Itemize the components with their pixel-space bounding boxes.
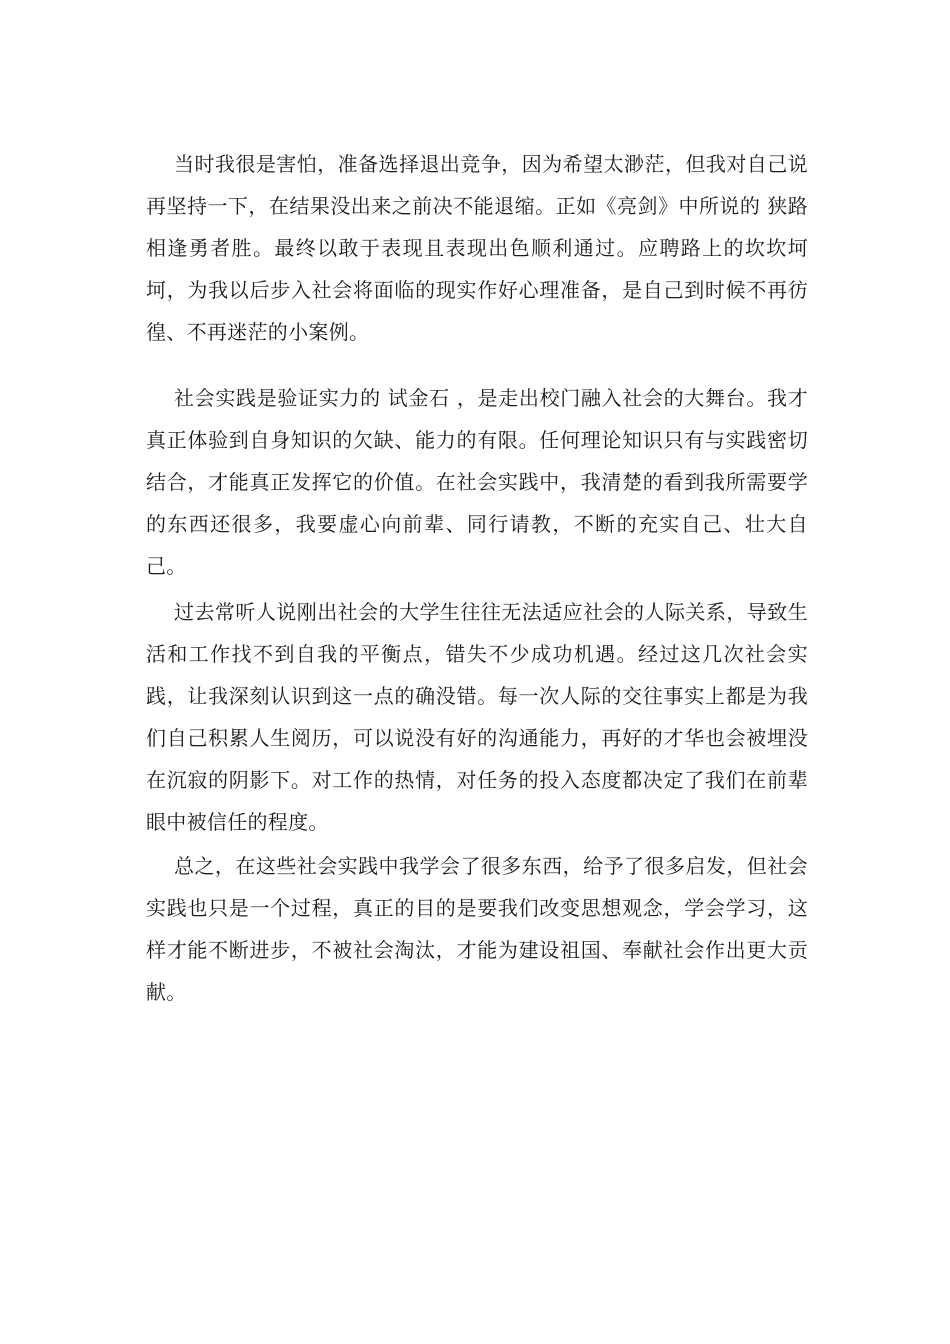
- paragraph-3: 过去常听人说刚出社会的大学生往往无法适应社会的人际关系，导致生活和工作找不到自我的平衡点，错失不少成功机遇。经过这几次社会实践，让我深刻认识到这一点的确没错。每一次人际的交往事实上都是为我们自己积累人生阅历，可以说没有好的沟通能力，再好的才华也会被埋没在沉寂的阴影下。对工作的热情，对任务的投入态度都决定了我们在前辈眼中被信任的程度。: [146, 600, 808, 834]
- paragraph-1: 当时我很是害怕，准备选择退出竞争，因为希望太渺茫，但我对自己说再坚持一下，在结果没出来之前决不能退缩。正如《亮剑》中所说的 狭路相逢勇者胜。最终以敢于表现且表现出色顺利通过。应聘路上的坎坎坷坷，为我以后步入社会将面临的现实作好心理准备，是自己到时候不再彷徨、不再迷茫的小案例。: [146, 152, 808, 344]
- paragraph-2: 社会实践是验证实力的 试金石 ，是走出校门融入社会的大舞台。我才真正体验到自身知识的欠缺、能力的有限。任何理论知识只有与实践密切结合，才能真正发挥它的价值。在社会实践中，我清楚的看到我所需要学的东西还很多，我要虚心向前辈、同行请教，不断的充实自己、壮大自己。: [146, 386, 808, 578]
- paragraph-4: 总之，在这些社会实践中我学会了很多东西，给予了很多启发，但社会实践也只是一个过程，真正的目的是要我们改变思想观念，学会学习，这样才能不断进步，不被社会淘汰，才能为建设祖国、奉献社会作出更大贡献。: [146, 854, 808, 1004]
